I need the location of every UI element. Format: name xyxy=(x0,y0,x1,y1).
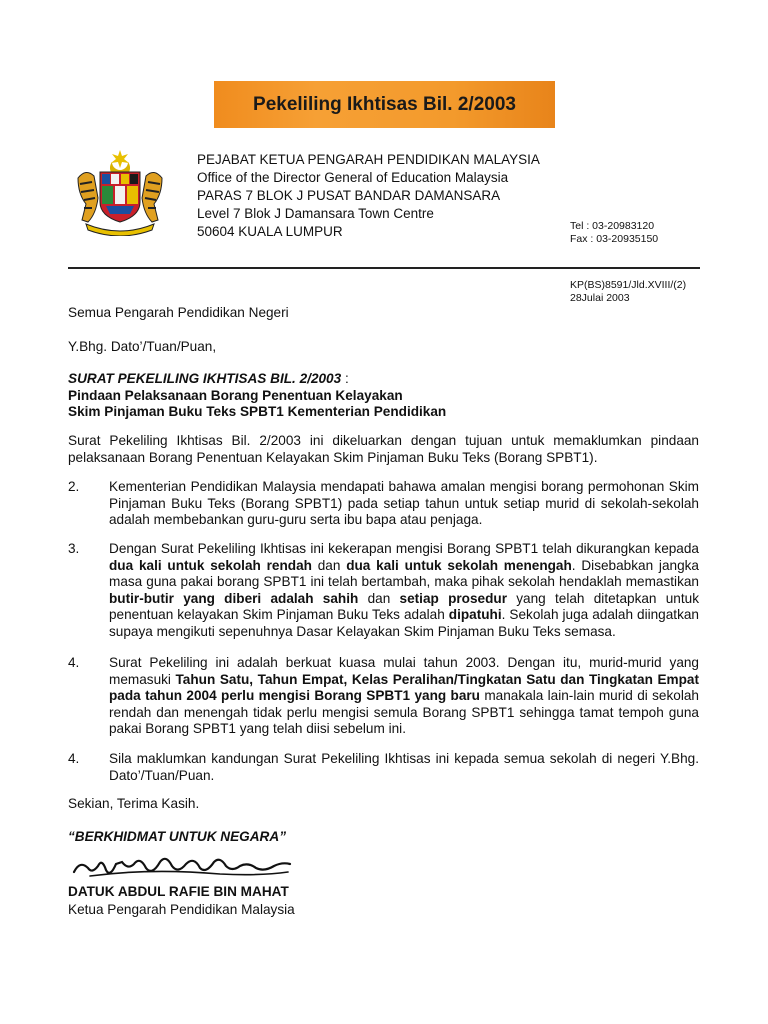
subject-line-2: Skim Pinjaman Buku Teks SPBT1 Kementerian Pendidikan xyxy=(68,404,447,419)
paragraph-4 xyxy=(109,655,699,738)
p3-text-6: . Sekolah juga adalah diingatkan supaya mengikuti sepenuhnya Dasar Kelayakan Skim Pinjaman Buku Teks semasa. xyxy=(109,607,699,639)
paragraph-3 xyxy=(109,541,699,640)
recipient: Semua Pengarah Pendidikan Negeri xyxy=(68,305,289,320)
reference-code: KP(BS)8591/Jld.XVIII/(2) xyxy=(570,279,687,291)
p3-text-2: dan xyxy=(311,557,347,573)
closing: Sekian, Terima Kasih. xyxy=(68,796,200,811)
paragraph-2: Kementerian Pendidikan Malaysia mendapati bahawa amalan mengisi borang permohonan Skim Pinjaman Buku Teks (Borang SPBT1) pada setiap tahun untuk setiap murid di sekolah-sekolah adalah membebankan guru-guru serta ibu bapa atau penjaga. xyxy=(109,479,699,527)
p3-bold-2: dua kali untuk sekolah menengah xyxy=(346,557,572,573)
p3-bold-5: dipatuhi xyxy=(448,607,502,622)
header-divider xyxy=(68,267,700,269)
salutation: Y.Bhg. Dato’/Tuan/Puan, xyxy=(68,339,217,354)
subject-line-1: Pindaan Pelaksanaan Borang Penentuan Kelayakan xyxy=(68,387,403,403)
office-line-1: PEJABAT KETUA PENGARAH PENDIDIKAN MALAYSIA xyxy=(197,152,540,167)
p3-bold-1: dua kali untuk sekolah rendah xyxy=(109,557,312,573)
p3-bold-3: butir-butir yang diberi adalah sahih xyxy=(109,590,359,606)
contact-info xyxy=(570,220,658,246)
p3-bold-4: setiap prosedur xyxy=(399,590,507,606)
coat-of-arms-icon xyxy=(72,148,168,236)
subject-heading: SURAT PEKELILING IKHTISAS BIL. 2/2003 xyxy=(68,371,342,386)
telephone: Tel : 03-20983120 xyxy=(570,220,655,232)
subject-colon: : xyxy=(341,371,349,386)
office-line-3: PARAS 7 BLOK J PUSAT BANDAR DAMANSARA xyxy=(197,188,501,203)
document-title: Pekeliling Ikhtisas Bil. 2/2003 xyxy=(253,93,516,115)
p4-bold-1: Tahun Satu, Tahun Empat, Kelas Peralihan/Tingkatan Satu dan Tingkatan Empat pada tahun 2004 perlu mengisi Borang SPBT1 yang baru xyxy=(109,671,700,703)
office-address xyxy=(197,151,540,241)
motto: “BERKHIDMAT UNTUK NEGARA” xyxy=(68,829,286,844)
p3-text-5: yang telah ditetapkan untuk penentuan kelayakan Skim Pinjaman Buku Teks adalah xyxy=(109,590,700,622)
paragraph-3-number: 3. xyxy=(68,541,80,556)
reference-block xyxy=(570,279,686,305)
signatory-title: Ketua Pengarah Pendidikan Malaysia xyxy=(68,902,295,917)
fax: Fax : 03-20935150 xyxy=(570,233,659,245)
paragraph-5: Sila maklumkan kandungan Surat Pekeliling Ikhtisas ini kepada semua sekolah di negeri Y.Bhg. Dato’/Tuan/Puan. xyxy=(109,751,699,783)
paragraph-4-number: 4. xyxy=(68,655,80,670)
intro-paragraph: Surat Pekeliling Ikhtisas Bil. 2/2003 ini dikeluarkan dengan tujuan untuk memaklumkan pindaan pelaksanaan Borang Penentuan Kelayakan Skim Pinjaman Buku Teks (Borang SPBT1). xyxy=(68,433,699,465)
title-banner xyxy=(214,81,555,128)
p3-text-3: . Disebabkan jangka masa guna pakai borang SPBT1 ini telah bertambah, maka pihak sekolah hendaklah memastikan xyxy=(109,557,699,589)
office-line-4: Level 7 Blok J Damansara Town Centre xyxy=(197,206,434,221)
office-line-5: 50604 KUALA LUMPUR xyxy=(197,224,343,239)
p4-text-1: Surat Pekeliling ini adalah berkuat kuasa mulai tahun 2003. Dengan itu, murid-murid yang memasuki xyxy=(109,655,699,687)
paragraph-2-number: 2. xyxy=(68,479,80,494)
office-line-2: Office of the Director General of Education Malaysia xyxy=(197,170,509,185)
p4-text-2: manakala lain-lain murid di sekolah rendah dan menengah tidak perlu mengisi semula Borang SPBT1 sehingga tamat tempoh guna pakai Borang SPBT1 yang telah diisi sebelum ini. xyxy=(109,688,699,736)
p3-text-1: Dengan Surat Pekeliling Ikhtisas ini kekerapan mengisi Borang SPBT1 telah dikurangkan kepada xyxy=(109,541,699,556)
subject-block xyxy=(68,371,446,421)
signatory-name: DATUK ABDUL RAFIE BIN MAHAT xyxy=(68,884,289,899)
p3-text-4: dan xyxy=(358,590,400,606)
reference-date: 28Julai 2003 xyxy=(570,292,630,304)
paragraph-5-number: 4. xyxy=(68,751,80,766)
signature-icon xyxy=(70,848,295,882)
